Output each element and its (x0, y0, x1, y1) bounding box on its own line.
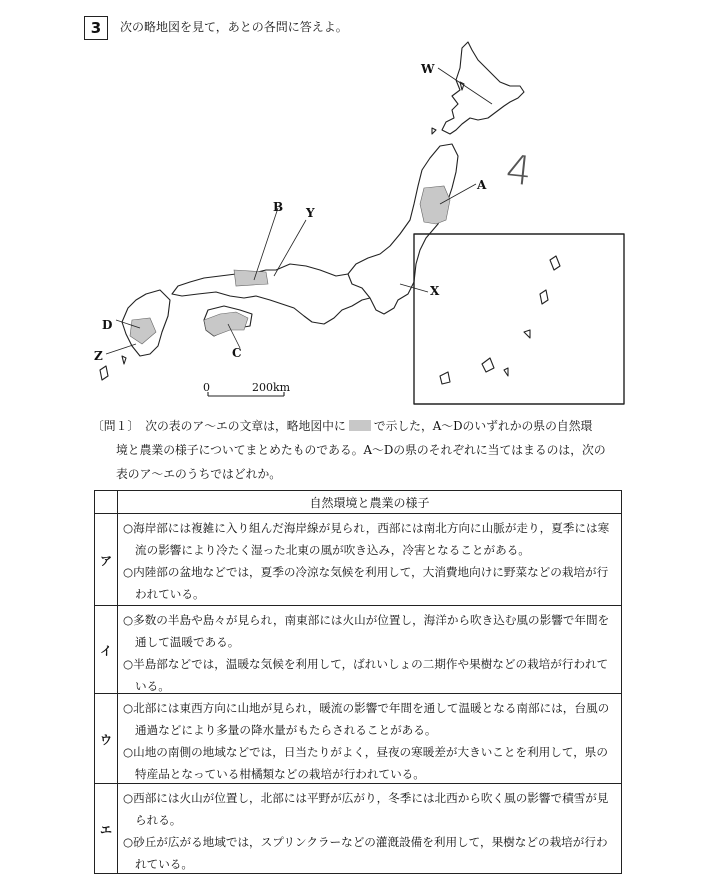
row-body (117, 514, 621, 606)
row-item: ○半島部などでは，温暖な気候を利用して，ばれいしょの二期作や果樹などの栽培が行われている。 (123, 657, 609, 693)
inset-map-frame (414, 234, 624, 404)
map-label-D: D (102, 318, 113, 332)
row-item: ○西部には火山が位置し，北部には平野が広がり，冬季には北西から吹く風の影響で積雪が見られる。 (123, 791, 609, 827)
table-row-a (95, 513, 621, 606)
map-label-C: C (232, 346, 242, 360)
legend-gray-box (349, 420, 371, 431)
row-item: ○山地の南側の地域などでは，日当たりがよく，昼夜の寒暖差が大きいことを利用して，県の特産品となっている柑橘類などの栽培が行われている。 (123, 745, 608, 781)
answer-table (94, 490, 622, 874)
row-item: ○内陸部の盆地などでは，夏季の冷涼な気候を利用して，大消費地向けに野菜などの栽培が行われている。 (123, 565, 609, 601)
map-label-X: X (430, 284, 440, 298)
prefecture-A-shade (420, 186, 450, 224)
japan-map (80, 38, 630, 406)
question1-line3: 表のア～エのうちではどれか。 (116, 467, 282, 481)
row-body (117, 606, 621, 694)
table-row-e (95, 783, 621, 874)
row-body (117, 694, 621, 784)
map-label-Z: Z (94, 349, 103, 363)
row-label: ウ (99, 732, 112, 747)
okinawa-island (100, 366, 108, 380)
map-label-B: B (273, 200, 284, 214)
honshu-west-outline (172, 264, 370, 324)
table-row-i (95, 605, 621, 694)
row-item: ○砂丘が広がる地域では，スプリンクラーなどの灌漑設備を利用して，果樹などの栽培が行われている。 (123, 835, 608, 871)
handwritten-note: 4 (503, 146, 534, 196)
row-label: エ (99, 822, 112, 837)
map-label-W: W (421, 62, 435, 76)
question1-line1-before: 次の表のア～エの文章は，略地図中に (145, 419, 346, 433)
table-row-u (95, 693, 621, 784)
row-item: ○北部には東西方向に山地が見られ，暖流の影響で年間を通して温暖となる南部には，台風の通過などにより多量の降水量がもたらされることがある。 (123, 701, 610, 737)
question1-line2: 境と農業の様子についてまとめたものである。A～Dの県のそれぞれに当てはまるのは，次の (116, 443, 606, 457)
row-item: ○海岸部には複雑に入り組んだ海岸線が見られ，西部には南北方向に山脈が走り，夏季には寒流の影響により冷たく湿った北東の風が吹き込み，冷害となることがある。 (123, 521, 610, 557)
prefecture-B-shade (234, 270, 268, 286)
honshu-north-outline (348, 144, 458, 314)
row-label: イ (99, 643, 112, 658)
row-label: ア (99, 553, 112, 568)
map-label-Y: Y (306, 206, 315, 220)
hokkaido-outline (442, 42, 524, 134)
question1-label: 〔問１〕 (92, 419, 140, 433)
scale-distance: 200km (252, 381, 291, 394)
map-label-A: A (477, 178, 487, 192)
instruction-text: 次の略地図を見て，あとの各問に答えよ。 (120, 20, 348, 34)
prefecture-D-shade (130, 318, 156, 344)
question1-line1-after: で示した，A～Dのいずれかの県の自然環 (373, 419, 593, 433)
prefecture-C-shade (204, 312, 248, 336)
table-header: 自然環境と農業の様子 (117, 491, 621, 514)
row-item: ○多数の半島や島々が見られ，南東部には火山が位置し，海洋から吹き込む風の影響で年間を通して温暖である。 (123, 613, 610, 649)
question-number: 3 (84, 16, 108, 40)
row-body (117, 784, 621, 874)
scale-zero: 0 (203, 381, 210, 394)
question1 (92, 414, 632, 486)
